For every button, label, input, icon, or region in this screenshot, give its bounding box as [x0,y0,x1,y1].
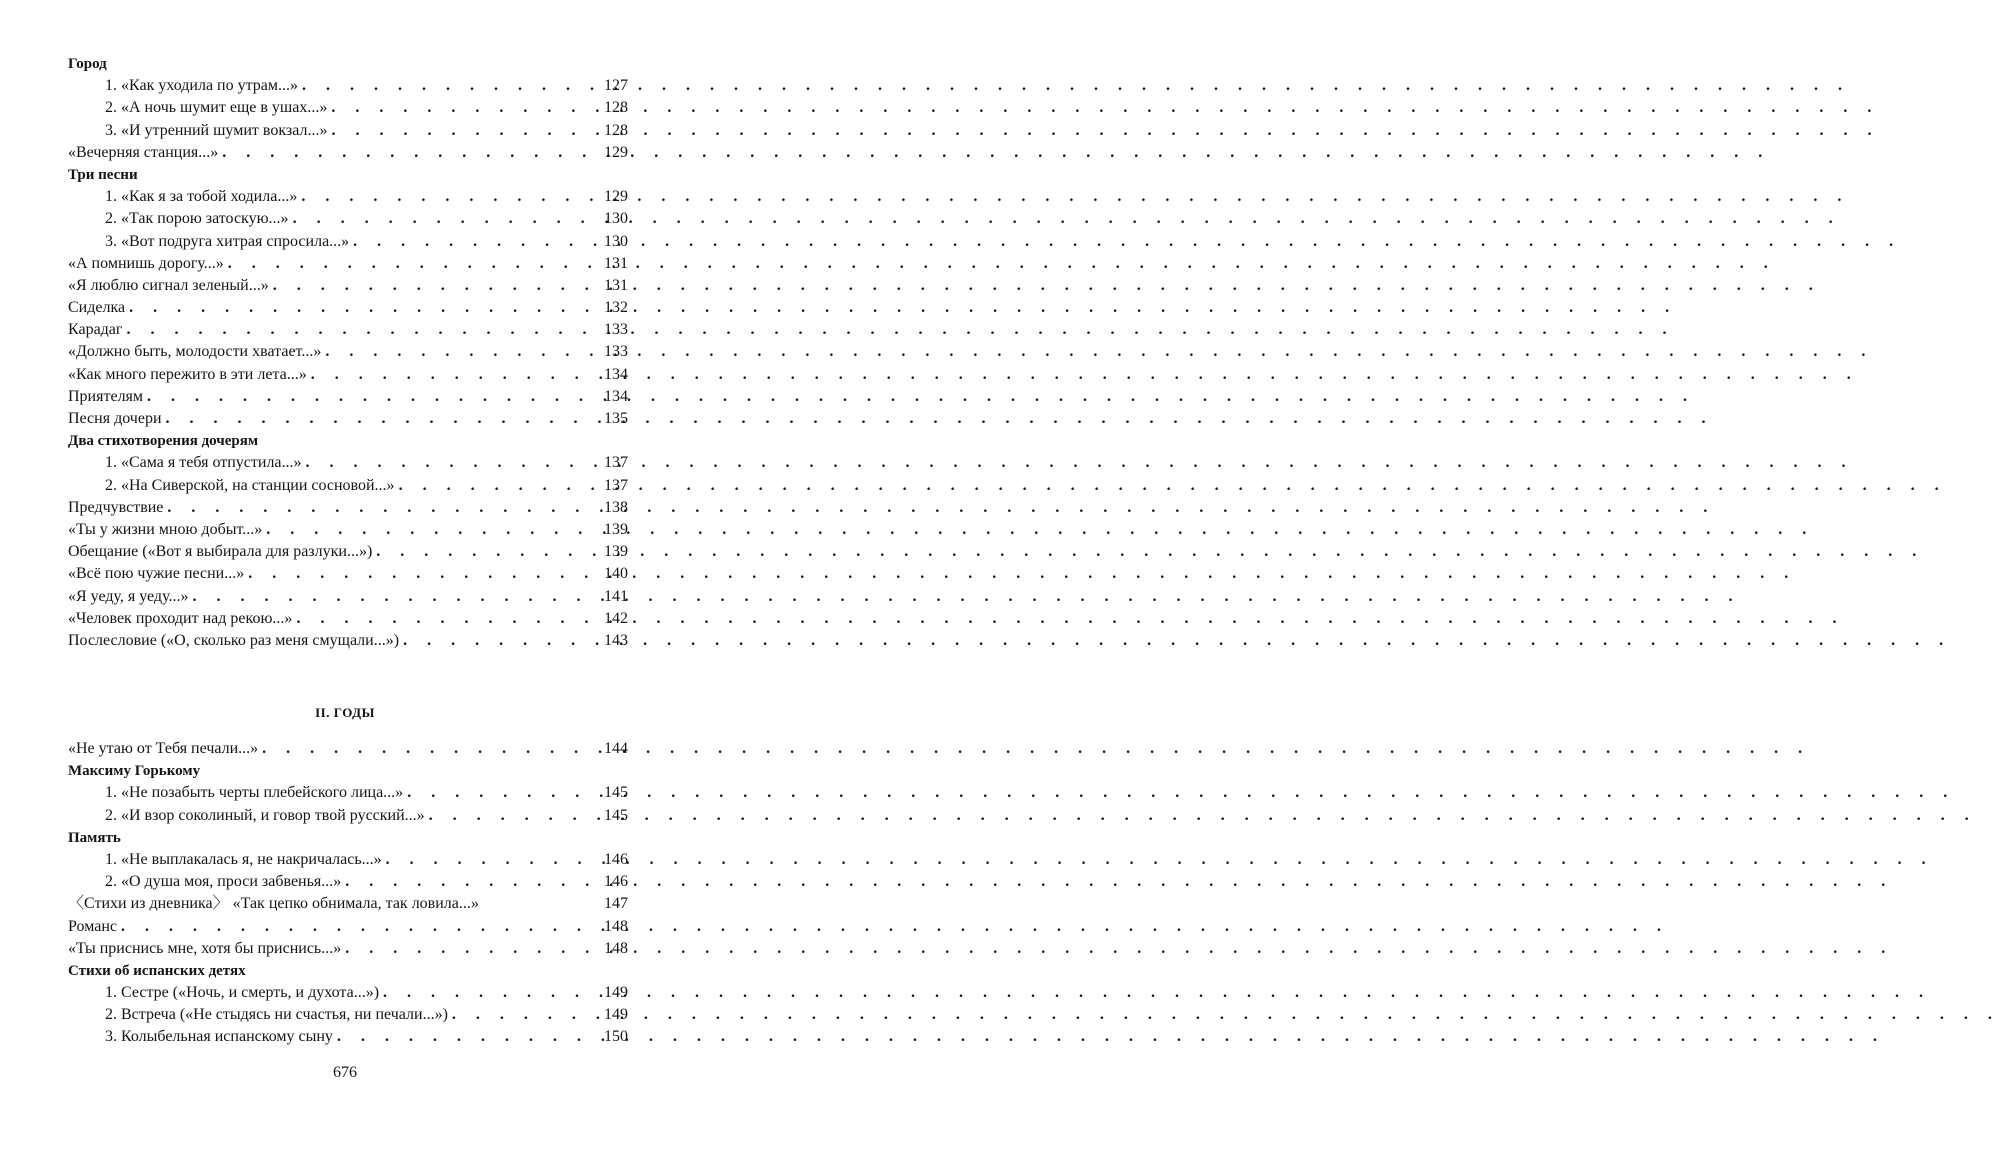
toc-heading-title: Три песни [68,166,138,183]
toc-entry-page-number: 135 [604,410,628,427]
toc-entry [68,253,628,275]
toc-heading [68,827,628,849]
toc-entry-page-number: 137 [604,476,628,494]
toc-entry-title: 〈Стихи из дневника〉 «Так цепко обнимала, так ловила...» [68,895,479,913]
toc-entry-page-number: 130 [604,232,628,250]
toc-entry [68,630,628,652]
toc-entry-title: 3. «И утренний шумит вокзал...» [105,121,328,139]
dot-leader [121,916,588,938]
toc-entry [68,231,628,253]
toc-entry-page-number: 145 [604,784,628,802]
toc-entry [68,541,628,563]
toc-entry-title: «Как много пережито в эти лета...» [68,365,307,383]
toc-entry-title: Карадаг [68,321,123,339]
toc-list-part-1 [68,53,628,652]
dot-leader [296,608,588,630]
toc-entry [68,186,628,208]
toc-entry-page-number: 128 [604,121,628,139]
toc-entry [68,1004,628,1026]
toc-entry-title: «Ты у жизни мною добыт...» [68,520,263,538]
toc-entry [68,386,628,408]
toc-entry-title: 1. «Сама я тебя отпустила...» [105,454,302,472]
dot-leader [407,782,588,804]
toc-entry-page-number: 133 [604,321,628,339]
toc-entry-title: 2. «А ночь шумит еще в ушах...» [105,99,328,117]
toc-entry-page-number: 134 [604,365,628,383]
toc-heading-title: Два стихотворения дочерям [68,433,259,450]
dot-leader [311,364,588,386]
toc-entry [68,297,628,319]
toc-entry [68,982,628,1004]
toc-entry [68,938,628,960]
dot-leader [266,519,588,541]
toc-entry-page-number: 138 [604,498,628,516]
toc-entry-title: 2. «На Сиверской, на станции сосновой...» [105,476,395,494]
dot-leader [386,849,588,871]
toc-entry-title: 2. Встреча («Не стыдясь ни счастья, ни печали...») [105,1006,448,1024]
toc-entry-page-number: 148 [604,939,628,957]
toc-entry-title: Песня дочери [68,410,162,427]
toc-heading-title: Стихи об испанских детях [68,962,246,979]
toc-entry-title: 3. Колыбельная испанскому сыну [105,1028,333,1046]
toc-heading [68,53,628,75]
toc-entry [68,208,628,230]
toc-entry-title: 2. «Так порою затоскую...» [105,210,289,228]
toc-heading [68,760,628,782]
toc-entry-page-number: 130 [604,210,628,228]
toc-entry-title: Романс [68,917,117,935]
dot-leader [383,982,588,1004]
toc-entry-page-number: 137 [604,454,628,472]
toc-entry-page-number: 147 [604,895,628,913]
toc-entry-page-number: 148 [604,917,628,935]
toc-entry [68,475,628,497]
toc-entry-page-number: 146 [604,850,628,868]
toc-heading-title: Город [68,56,107,72]
toc-entry-title: 1. «Как я за тобой ходила...» [105,188,298,206]
toc-entry-page-number: 127 [604,77,628,95]
toc-entry-page-number: 140 [604,565,628,583]
toc-entry-title: Приятелям [68,387,144,405]
dot-leader [222,142,588,164]
toc-entry-page-number: 145 [604,806,628,824]
toc-entry-title: 3. «Вот подруга хитрая спросила...» [105,232,350,250]
toc-entry-title: 1. Сестре («Ночь, и смерть, и духота...») [105,984,380,1002]
toc-entry-title: «Должно быть, молодости хватает...» [68,343,322,361]
toc-entry [68,97,628,119]
dot-leader [345,938,588,960]
toc-heading [68,960,628,982]
dot-leader [248,563,588,585]
toc-entry [68,120,628,142]
dot-leader [345,871,588,893]
toc-entry-title: «Не утаю от Тебя печали...» [68,740,259,757]
dot-leader [166,408,588,430]
toc-entry [68,319,628,341]
toc-entry-page-number: 149 [604,984,628,1002]
toc-heading-title: Максиму Горькому [68,763,201,780]
toc-entry-title: «Ты приснись мне, хотя бы приснись...» [68,939,342,957]
toc-entry-title: «Всё пою чужие песни...» [68,565,245,583]
toc-entry-title: «Я люблю сигнал зеленый...» [68,276,269,294]
toc-entry-title: 2. «О душа моя, проси забвенья...» [105,873,342,891]
toc-entry [68,871,628,893]
dot-leader [306,452,588,474]
toc-entry [68,586,628,608]
toc-heading [68,164,628,186]
toc-entry-title: «А помнишь дорогу...» [68,254,224,272]
toc-entry-page-number: 132 [604,299,628,317]
toc-entry [68,408,628,430]
toc-entry-page-number: 131 [604,254,628,272]
toc-entry-title: Послесловие («О, сколько раз меня смущали...») [68,631,400,649]
toc-entry-title: «Я уеду, я уеду...» [68,587,189,605]
toc-heading-title: Память [68,829,121,846]
toc-entry [68,738,628,760]
dot-leader [429,805,588,827]
toc-entry-page-number: 128 [604,99,628,117]
toc-entry [68,563,628,585]
dot-leader [452,1004,588,1026]
toc-entry [68,142,628,164]
dot-leader [302,75,588,97]
dot-leader [325,341,588,363]
dot-leader [353,231,588,253]
dot-leader [228,253,588,275]
toc-entry-title: «Вечерняя станция...» [68,143,219,161]
toc-entry-page-number: 142 [604,609,628,627]
dot-leader [126,319,588,341]
toc-entry-title: «Человек проходит над рекою...» [68,609,293,627]
toc-entry-page-number: 149 [604,1006,628,1024]
toc-entry-page-number: 133 [604,343,628,361]
toc-entry-title: 1. «Не позабыть черты плебейского лица...» [105,784,404,802]
page-number: 676 [333,1064,357,1081]
toc-entry [68,341,628,363]
toc-entry [68,849,628,871]
dot-leader [192,586,588,608]
toc-entry [68,893,628,915]
toc-entry-page-number: 139 [604,543,628,561]
dot-leader [301,186,588,208]
toc-entry-page-number: 134 [604,387,628,405]
toc-entry [68,805,628,827]
toc-entry [68,519,628,541]
dot-leader [337,1026,588,1048]
dot-leader [262,738,588,760]
dot-leader [331,120,588,142]
dot-leader [129,297,588,319]
toc-entry [68,75,628,97]
toc-entry [68,1026,628,1048]
toc-entry [68,782,628,804]
toc-entry-title: 1. «Не выплакалась я, не накричалась...» [105,850,382,868]
dot-leader [293,208,588,230]
section-title: II. ГОДЫ [315,705,375,720]
dot-leader [273,275,588,297]
toc-entry-title: 1. «Как уходила по утрам...» [105,77,299,95]
toc-entry-title: Сиделка [68,299,126,317]
toc-entry [68,364,628,386]
toc-entry-page-number: 144 [604,740,628,757]
toc-entry-page-number: 139 [604,520,628,538]
toc-entry-title: 2. «И взор соколиный, и говор твой русский...» [105,806,425,824]
toc-entry [68,275,628,297]
toc-entry [68,916,628,938]
dot-leader [167,497,588,519]
toc-entry-page-number: 150 [604,1028,628,1046]
dot-leader [331,97,588,119]
toc-heading [68,430,628,452]
dot-leader [376,541,588,563]
toc-entry [68,497,628,519]
toc-entry-title: Предчувствие [68,498,164,516]
document-page [0,0,690,1151]
toc-entry-page-number: 129 [604,143,628,161]
toc-entry [68,452,628,474]
dot-leader [403,630,588,652]
toc-entry-title: Обещание («Вот я выбирала для разлуки...») [68,543,373,561]
toc-entry-page-number: 141 [604,587,628,605]
toc-entry-page-number: 129 [604,188,628,206]
toc-entry-page-number: 143 [604,631,628,649]
toc-entry [68,608,628,630]
dot-leader [399,475,588,497]
toc-entry-page-number: 146 [604,873,628,891]
toc-entry-page-number: 131 [604,276,628,294]
toc-list-part-2 [68,738,628,1049]
dot-leader [147,386,588,408]
